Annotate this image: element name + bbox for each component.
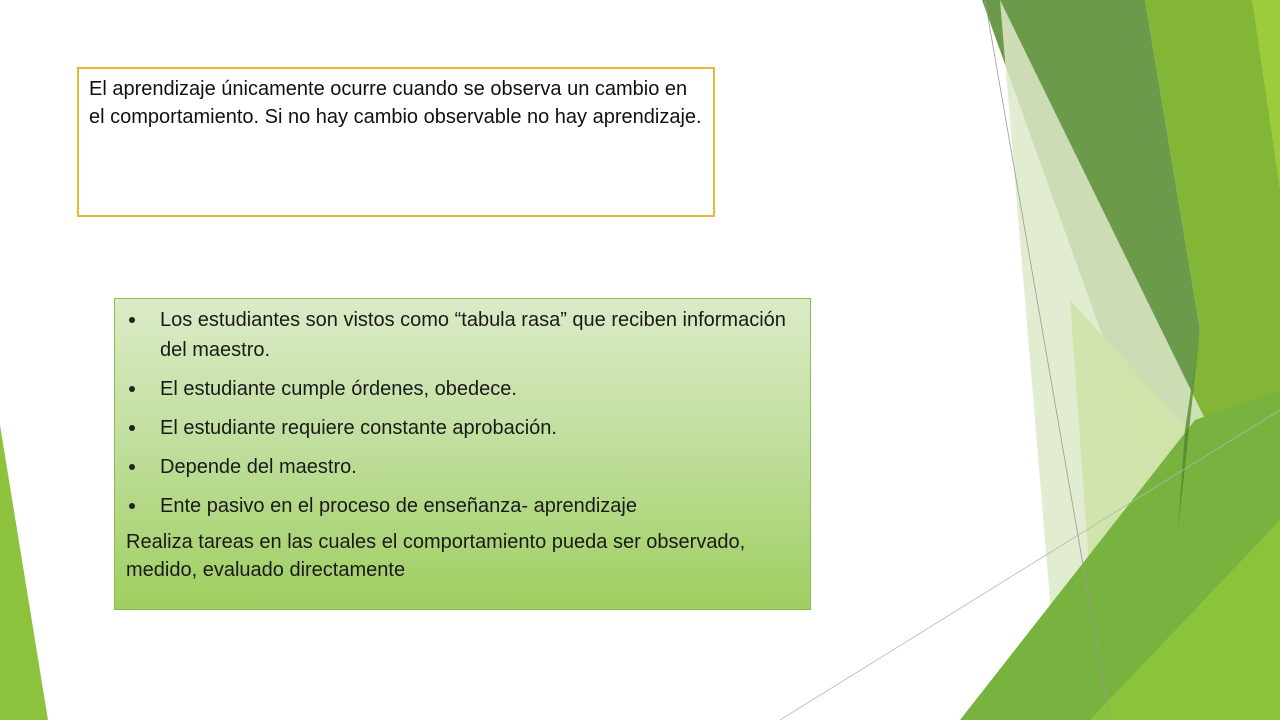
definition-box [77, 67, 715, 217]
bullet-icon [129, 317, 135, 323]
list-item-text: Los estudiantes son vistos como “tabula rasa” que reciben información del maestro. [160, 309, 786, 361]
list-item-text: Ente pasivo en el proceso de enseñanza- aprendizaje [160, 495, 637, 517]
bullet-icon [129, 386, 135, 392]
list-item [125, 413, 800, 443]
list-item [125, 374, 800, 404]
characteristics-box [114, 298, 811, 610]
characteristics-list [125, 305, 800, 521]
list-item-text: Depende del maestro. [160, 456, 357, 478]
bullet-icon [129, 503, 135, 509]
bullet-icon [129, 425, 135, 431]
facet-left-bottom [0, 425, 48, 720]
list-item-text: El estudiante cumple órdenes, obedece. [160, 378, 517, 400]
list-item-text: El estudiante requiere constante aprobación. [160, 417, 557, 439]
closing-paragraph: Realiza tareas en las cuales el comportamiento pueda ser observado, medido, evaluado directamente [126, 531, 746, 581]
list-item [125, 491, 800, 521]
bullet-icon [129, 464, 135, 470]
list-item [125, 452, 800, 482]
list-item [125, 305, 800, 365]
definition-text: El aprendizaje únicamente ocurre cuando se observa un cambio en el comportamiento. Si no hay cambio observable no hay aprendizaje. [89, 78, 702, 128]
